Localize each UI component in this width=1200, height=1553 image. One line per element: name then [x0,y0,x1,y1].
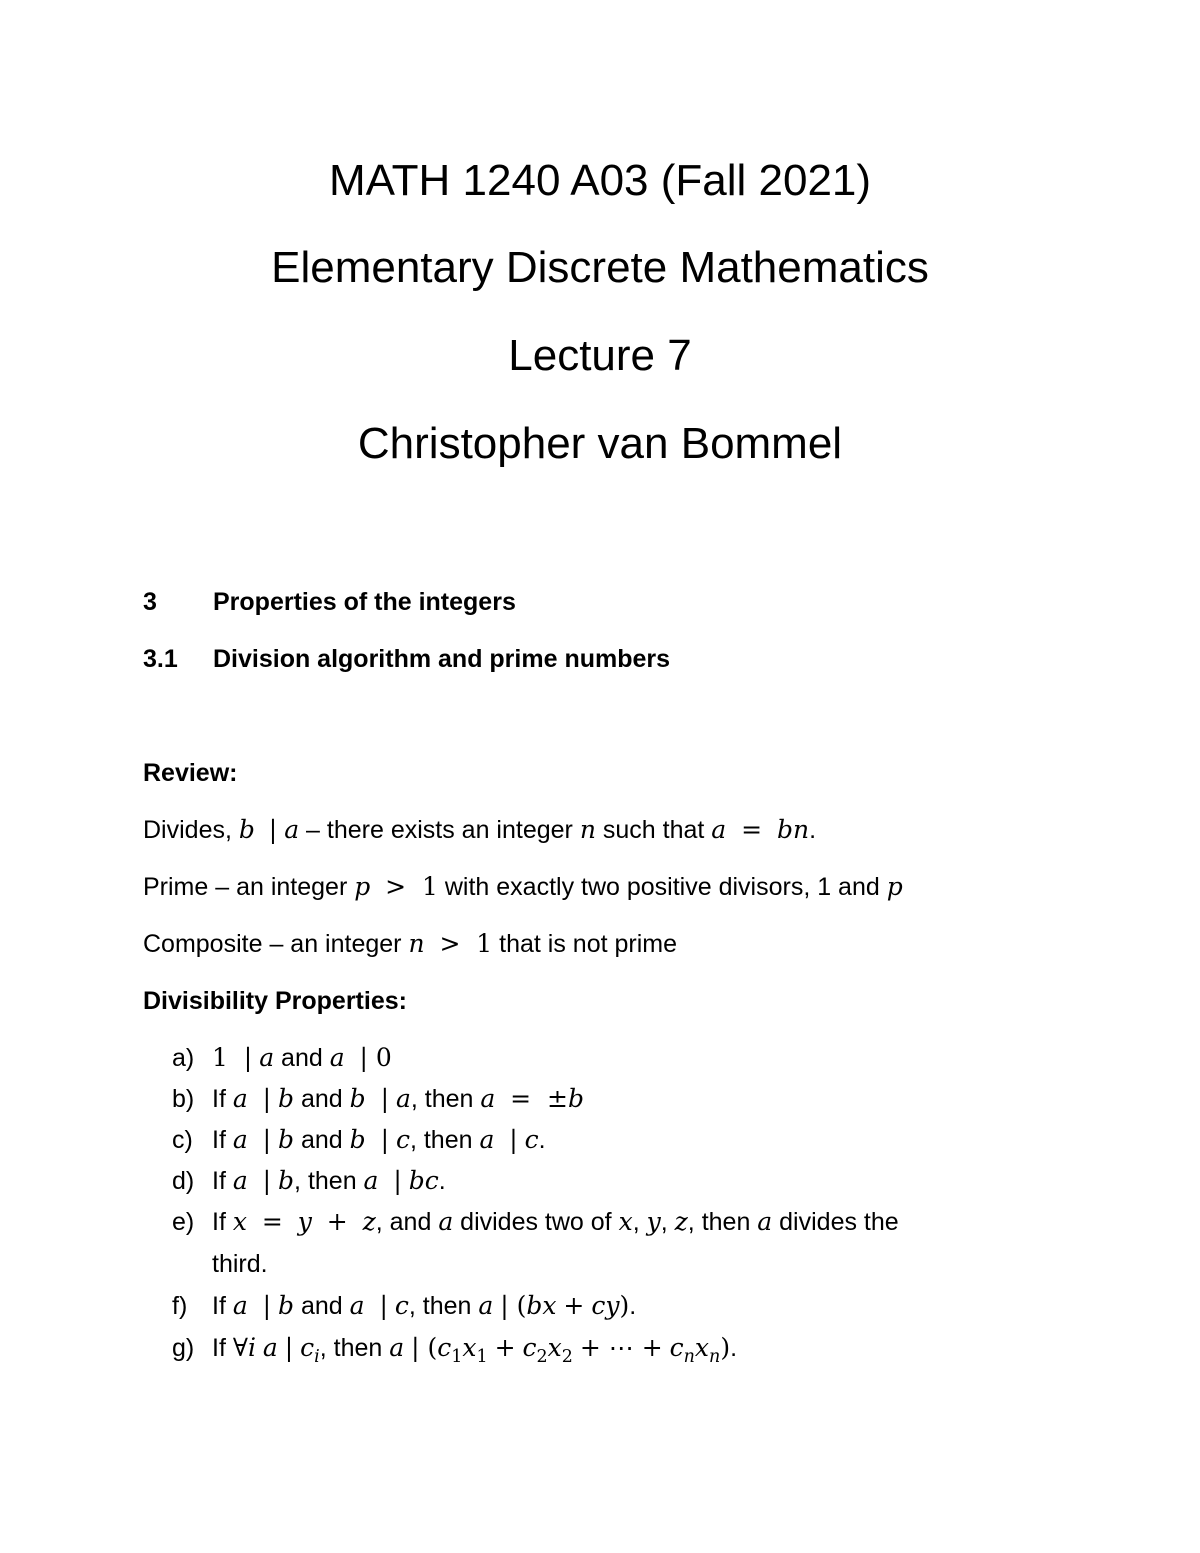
section-heading-3 [143,586,516,618]
property-b: b) If a | b and b | a, then a = ±b [172,1084,584,1113]
property-a: a) 1 | a and a | 0 [172,1043,392,1072]
title-author: Christopher van Bommel [357,419,843,468]
property-g: g) If ∀i a | $c_i$, then a | ($c_1x_1 + c_2x_2$ + ⋯ + $c_nx_n$). [172,1333,738,1367]
property-c: c) If a | b and b | c, then a | c. [172,1125,546,1154]
section-number: 3.1 [143,645,178,673]
title-subject: Elementary Discrete Mathematics [271,243,929,292]
property-d: d) If a | b, then a | bc. [172,1166,446,1195]
section-title: Division algorithm and prime numbers [213,645,671,673]
review-composite: Composite – an integer n > 1 that is not prime [143,929,678,958]
property-f: f) If a | b and a | c, then a | (bx + cy). [172,1291,637,1320]
title-course: MATH 1240 A03 (Fall 2021) [328,156,872,205]
section-number: 3 [143,588,157,616]
review-heading: Review: [143,759,238,787]
section-heading-3-1 [143,643,670,675]
properties-heading: Divisibility Properties: [143,987,407,1015]
title-lecture: Lecture 7 [508,331,692,380]
property-e-continuation: third. [212,1250,268,1278]
property-e: e) If x = y + z, and a divides two of x, y, z, then a divides the [172,1207,899,1236]
review-divides: Divides, b | a – there exists an integer n such that a = bn. [143,815,817,844]
review-prime: Prime – an integer p > 1 with exactly two positive divisors, 1 and p [143,872,903,901]
section-title: Properties of the integers [213,588,516,616]
